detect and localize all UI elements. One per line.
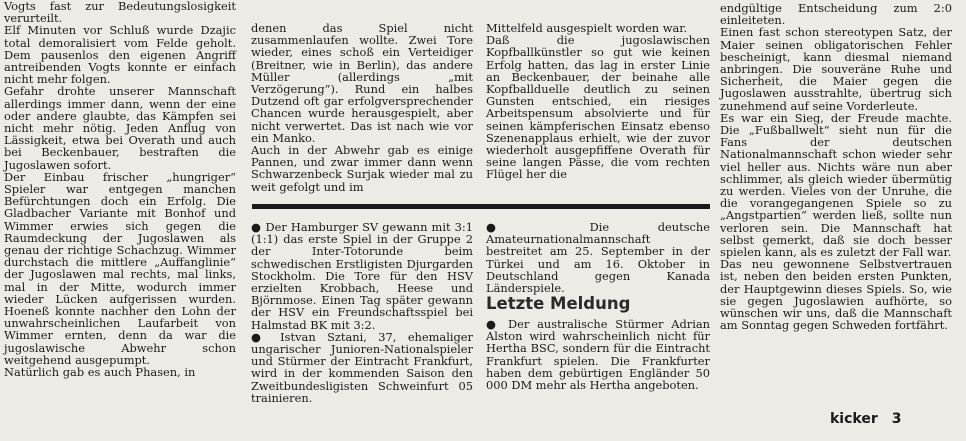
news-item-amateur: ● Die deutsche Amateurnationalmannschaft bestreitet am 25. September in der Türkei und am 16. Oktober in Deutschland gegen Kanada Länderspiele. xyxy=(486,221,710,294)
article-column-4 xyxy=(720,2,952,331)
paragraph: Der Einbau frischer „hungriger“ Spieler war entgegen manchen Befürchtungen doch ein Erfolg. Die Gladbacher Variante mit Bonhof und Wimmer erwies sich gegen die Raumdeckung der Jugoslawen als genau der richtige Schachzug. Wimmer durchstach die mittlere „Auffanglinie“ der Jugoslawen mal rechts, mal links, mal in der Mitte, wodurch immer wieder Lücken aufgerissen wurden. Hoeneß konnte nachher den Lohn der unwahrscheinlichen Laufarbeit von Wimmer ernten, denn da war die jugoslawische Abwehr schon weitgehend ausgepumpt. xyxy=(4,169,236,367)
paragraph: Einen fast schon stereotypen Satz, der Maier seinen obligatorischen Fehler bescheinigt, kann diesmal niemand anbringen. Die souveräne Ruhe und Sicherheit, die Maier gegen die Jugoslawen ausstrahlte, übertrug sich zunehmend auf seine Vorderleute. xyxy=(720,25,952,113)
paragraph: Vogts fast zur Bedeutungslosigkeit verurteilt. xyxy=(4,0,236,26)
paragraph: Daß die jugoslawischen Kopfballkünstler so gut wie keinen Erfolg hatten, das lag in erster Linie an Beckenbauer, der beinahe alle Kopfballduelle deutlich zu seinen Gunsten entschied, ein riesiges Arbeitspensum absolvierte und für seinen kämpferischen Einsatz ebenso Szenenapplaus erhielt, wie der zuvor wiederholt ausgepfiffene Overath für seine langen Pässe, die vom rechten Flügel her die xyxy=(486,33,710,182)
paragraph: Natürlich gab es auch Phasen, in xyxy=(4,365,196,380)
paragraph: Elf Minuten vor Schluß wurde Dzajic total demoralisiert vom Felde geholt. Dem pausenlos den eigenen Angriff antreibenden Vogts konnte er einfach nicht mehr folgen. xyxy=(4,23,236,87)
paragraph: endgültige Entscheidung zum 2:0 einleiteten. xyxy=(720,1,952,28)
article-column-2 xyxy=(251,22,473,193)
publication-name: kicker xyxy=(830,411,878,427)
section-divider xyxy=(252,204,710,209)
paragraph: Das neu gewonnene Selbstvertrauen ist, neben den beiden ersten Punkten, der Hauptgewinn dieses Spiels. So, wie sie gegen Jugoslawien aufhörte, so wünschen wir uns, daß die Mannschaft am Sonntag gegen Schweden fortfährt. xyxy=(720,257,952,333)
news-item-hsv: ● Der Hamburger SV gewann mit 3:1 (1:1) das erste Spiel in der Gruppe 2 der Inter-Totorunde beim schwedischen Erstligisten Djurgarden Stockholm. Die Tore für den HSV erzielten Krobbach, Heese und Björnmose. Einen Tag später gewann der HSV ein Freundschaftsspiel bei Halmstad BK mit 3:2. xyxy=(251,221,473,331)
paragraph: Mittelfeld ausgespielt worden war. xyxy=(486,21,688,35)
page-number: 3 xyxy=(891,411,902,427)
article-column-3 xyxy=(486,22,710,181)
news-briefs-column-2-bottom xyxy=(486,318,710,391)
news-item-sztani: ● Istvan Sztani, 37, ehemaliger ungarischer Junioren-Nationalspieler und Stürmer der Eintracht Frankfurt, wird in der kommenden Saison den Zweitbundesligisten Schweinfurt 05 trainieren. xyxy=(251,331,473,404)
paragraph: Auch in der Abwehr gab es einige Pannen, und zwar immer dann wenn Schwarzenbeck Surjak wieder mal zu weit gefolgt und im xyxy=(251,143,473,194)
section-heading-letzte-meldung: Letzte Meldung xyxy=(486,294,631,313)
paragraph: denen das Spiel nicht zusammenlaufen wollte. Zwei Tore wieder, eines schoß ein Verteidiger (Breitner, wie in Berlin), das andere Müller (allerdings „mit Verzögerung“). Rund ein halbes Dutzend oft gar erfolgversprechender Chancen wurde herausgespielt, aber nicht verwertet. Das ist nach wie vor ein Manko. xyxy=(251,21,473,145)
news-item-alston: ● Der australische Stürmer Adrian Alston wird wahrscheinlich nicht für Hertha BSC, sondern für die Eintracht Frankfurt spielen. Die Frankfurter haben dem gebürtigen Engländer 50 000 DM mehr als Hertha angeboten. xyxy=(486,318,710,391)
news-briefs-column-1 xyxy=(251,221,473,404)
paragraph: Gefahr drohte unserer Mannschaft allerdings immer dann, wenn der eine oder andere glaubte, das Kämpfen sei nicht mehr nötig. Jeden Anflug von Lässigkeit, etwa bei Overath und auch bei Beckenbauer, bestraften die Jugoslawen sofort. xyxy=(4,84,236,172)
paragraph: Es war ein Sieg, der Freude machte. Die „Fußballwelt“ sieht nun für die Fans der deutschen Nationalmannschaft schon wieder sehr viel heller aus. Nichts wäre nun aber schlimmer, als gleich wieder übermütig zu werden. Vieles von der Unruhe, die die vorangegangenen Spiele so zu „Angstpartien“ werden ließ, sollte nun verloren sein. Die Mannschaft hat selbst gemerkt, daß sie doch besser spielen kann, als es zuletzt der Fall war. xyxy=(720,110,952,260)
news-briefs-column-2 xyxy=(486,221,710,294)
article-column-1 xyxy=(4,0,236,378)
page-footer xyxy=(830,410,902,428)
